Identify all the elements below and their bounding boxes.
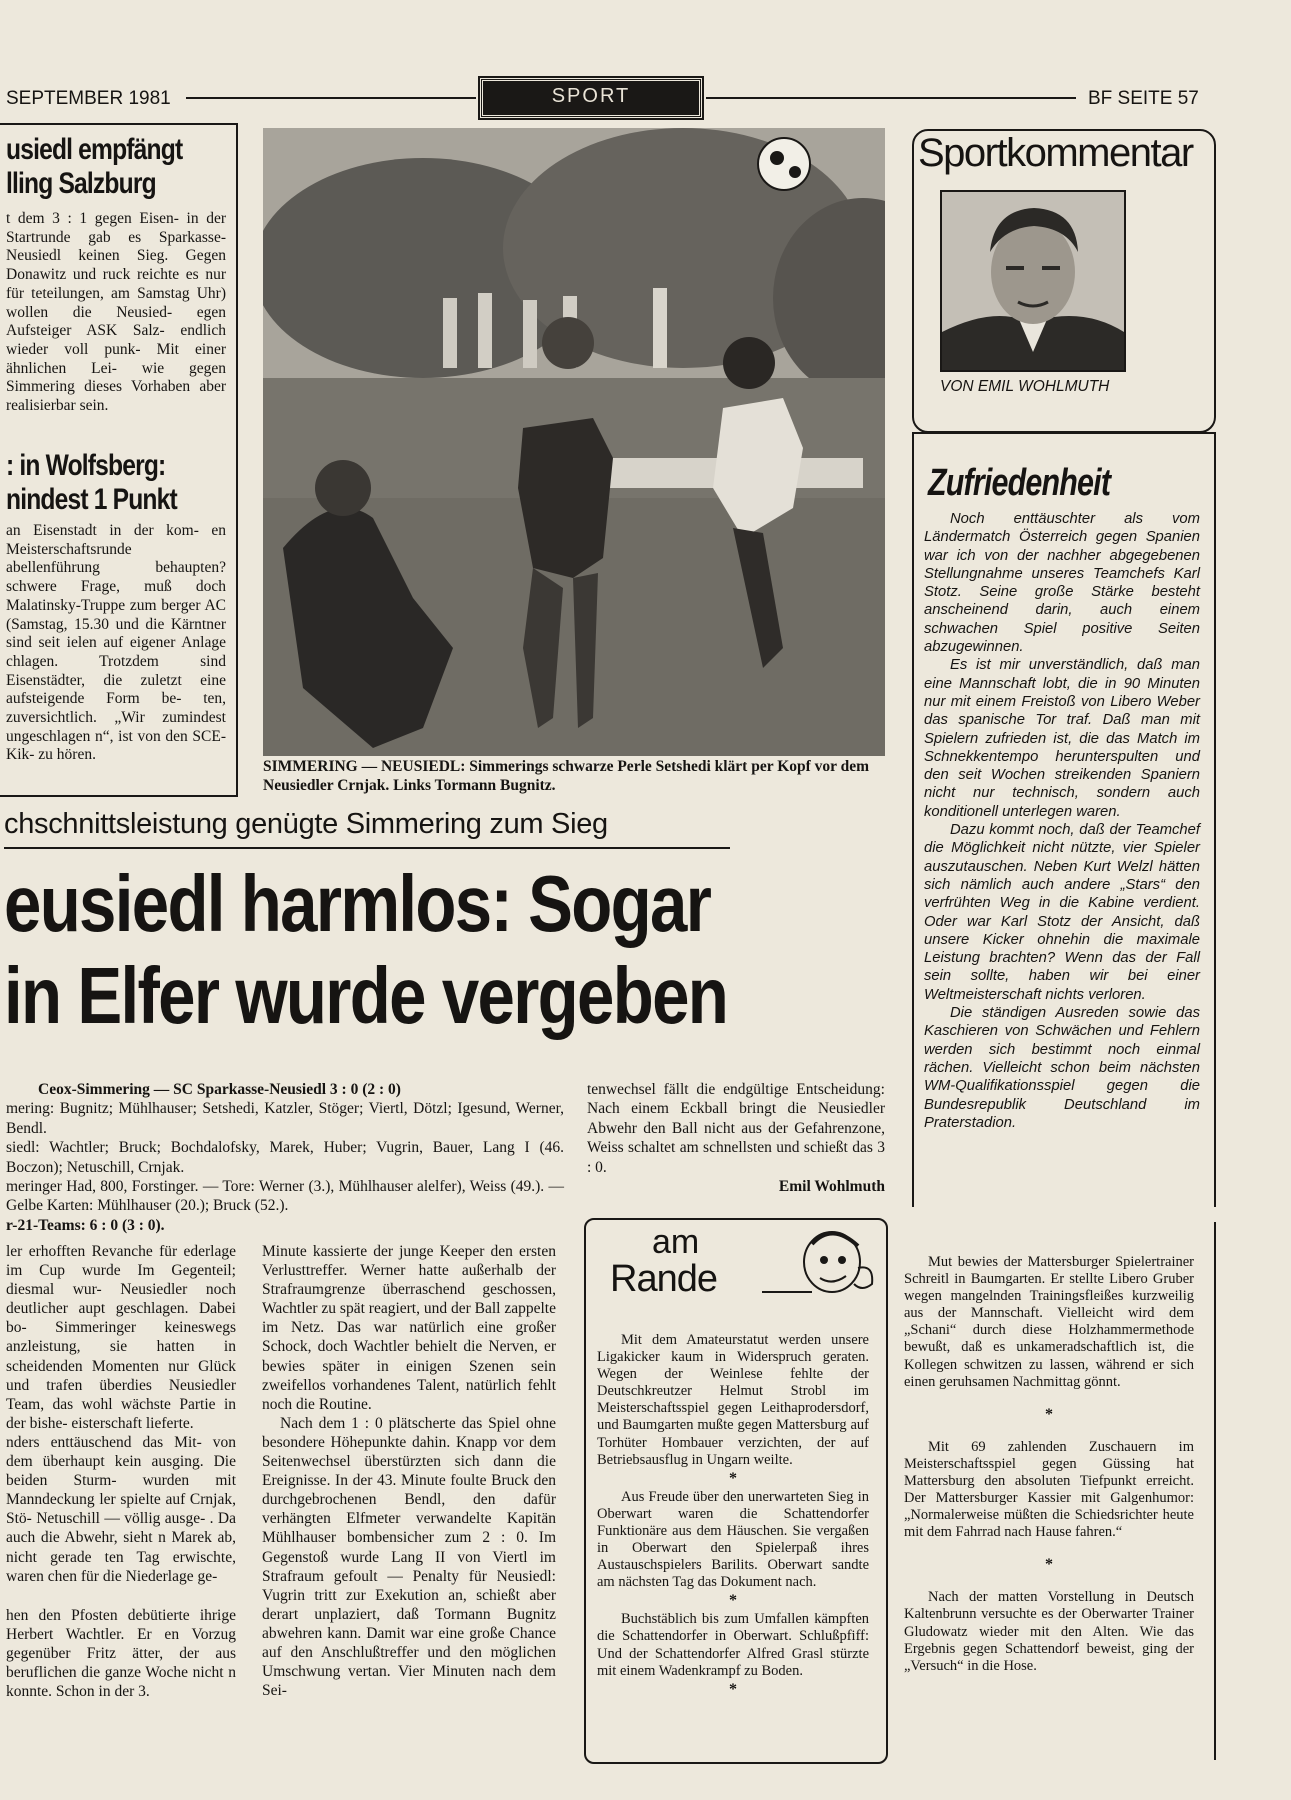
rande-right-item-3: Nach der matten Vorstellung in Deutsch Kaltenbrunn versuchte es der Oberwarter Trainer Gludowatz wieder mit den Alten. Wie das Ergebnis gegen Schattendorf beweist, ging der „Versuch“ in die Hose. bbox=[904, 1589, 1194, 1674]
am-rande-right bbox=[904, 1254, 1194, 1675]
am-rande-logo-top: am bbox=[652, 1223, 700, 1261]
article-top-right-text: tenwechsel fällt die endgültige Entscheidung: Nach einem Eckball bringt die Neusiedler Abwehr den Ball nicht aus der Gefahrenzone, Weiss schaltet am schnellsten und schießt das 3 : 0. bbox=[587, 1081, 885, 1176]
article-col-2 bbox=[262, 1242, 556, 1700]
photo-caption bbox=[263, 758, 885, 795]
rande-right-item-1: Mut bewies der Mattersburger Spielertrainer Schreitl in Baumgarten. Er stellte Libero Gruber wegen mangelnden Trainingsfleißes kurzweilig aus der Mannschaft. Vielleicht wird dem „Schani“ durch diese Holzhammermethode bewußt, daß es unkameradschaftlich ist, die Kollegen schwitzen zu lassen, während er sich einen geruhsamen Nachmittag gönnt. bbox=[904, 1254, 1194, 1390]
left-head-2a: : in Wolfsberg: bbox=[6, 449, 166, 482]
article-byline: Emil Wohlmuth bbox=[778, 1178, 885, 1196]
article-col-1 bbox=[6, 1242, 236, 1701]
am-rande-logo bbox=[610, 1225, 717, 1299]
article-factbox bbox=[6, 1080, 564, 1235]
kommentar-paragraph-3: Dazu kommt noch, daß der Teamchef die Möglichkeit nicht nützte, vier Spieler auszutauschen. Neben Kurt Welzl hätten sich nämlich auch andere „Stars“ den verfrühten Weg in die Kabine verdient. Oder war Karl Stotz der Ansicht, daß unsere Kicker ohnehin die maximale Leistung brachten? Wenn das der Fall sein sollte, haben wir bei einer Weltmeisterschaft nichts verloren. bbox=[924, 822, 1200, 1003]
rande-right-star-1: * bbox=[1045, 1405, 1053, 1423]
lineup-neusiedl: siedl: Wachtler; Bruck; Bochdalofsky, Marek, Huber; Vugrin, Bauer, Lang I (46. Boczon); Netuschill, Crnjak. bbox=[6, 1139, 564, 1176]
match-score: Ceox-Simmering — SC Sparkasse-Neusiedl 3 : 0 (2 : 0) bbox=[38, 1081, 401, 1098]
left-head-1b: lling Salzburg bbox=[6, 167, 156, 200]
article-col-1-p2: nders enttäuschend das Mit- von dem überhaupt kein ausging. Die beiden Sturm- wurden mit Manndeckung ler spielte auf Crnjak, Stö- Netuschill — völlig ausge- . Da auch die Abwehr, sieht n Marek ab, nicht gerade ten Tag erwischte, waren chen für die Niederlage ge- bbox=[6, 1433, 236, 1585]
header-date: SEPTEMBER 1981 bbox=[6, 88, 171, 109]
kommentar-paragraph-4: Die ständigen Ausreden sowie das Kaschieren von Schwächen und Fehlern werden sich bestimmt noch einmal rächen. Vielleicht schon beim nächsten WM-Qualifikationsspiel gegen die Bundesrepublik Deutschland im Praterstadion. bbox=[924, 1005, 1200, 1131]
headline-line-1: eusiedl harmlos: Sogar bbox=[4, 859, 711, 948]
match-photo bbox=[263, 128, 885, 756]
rande-left-item-2: Aus Freude über den unerwarteten Sieg in Oberwart waren die Schattendorfer Funktionäre aus dem Häuschen. Sie vergaßen in Oberwart den Spielerpaß ihres Austauschspielers Barilits. Oberwart sandte am nächsten Tag das Dokument nach. bbox=[597, 1488, 869, 1591]
article-col-1-p1: ler erhofften Revanche für ederlage im Cup wurde Im Gegenteil; diesmal wur- Neusiedler noch deutlicher aupt geschlagen. Dabei bo- Simmeringer keineswegs anzleistung, sie hatten in scheidenden Momenten nur Glück und trafen überdies Neusiedler Team, das wohl wächste Partie in der bishe- eisterschaft lieferte. bbox=[6, 1243, 236, 1432]
header-page: BF SEITE 57 bbox=[1088, 88, 1199, 109]
rande-left-star-2: * bbox=[729, 1592, 737, 1610]
article-headline bbox=[4, 858, 878, 1042]
kicker-rule bbox=[4, 847, 730, 849]
rande-left-item-1: Mit dem Amateurstatut werden unsere Ligakicker kaum in Widerspruch geraten. Wegen der Weinlese fehlte der Deutschkreutzer Helmut Strobl im Meisterschaftsspiel gegen Leithaprodersdorf, und Baumgarten mußte gegen Mattersburg auf Torhüter Hombauer verzichten, der auf Betriebsausflug in Ungarn weilte. bbox=[597, 1332, 869, 1468]
rande-left-star-3: * bbox=[729, 1680, 737, 1698]
headline-line-2: in Elfer wurde vergeben bbox=[4, 951, 728, 1040]
kommentar-heading: Sportkommentar bbox=[918, 131, 1193, 175]
am-rande-logo-bottom: Rande bbox=[610, 1258, 717, 1300]
match-facts: meringer Had, 800, Forstinger. — Tore: Werner (3.), Mühlhauser alelfer), Weiss (49.). — Gelbe Karten: Mühlhauser (20.); Bruck (52.). bbox=[6, 1178, 564, 1215]
left-head-2 bbox=[6, 449, 236, 517]
left-head-2b: nindest 1 Punkt bbox=[6, 483, 177, 516]
am-rande-right-rule bbox=[1214, 1222, 1216, 1760]
cartoon-drawing bbox=[762, 1222, 882, 1302]
rande-right-star-2: * bbox=[1045, 1556, 1053, 1574]
article-top-right bbox=[587, 1080, 885, 1196]
kommentar-author: VON EMIL WOHLMUTH bbox=[940, 378, 1110, 395]
header-section: SPORT bbox=[551, 85, 631, 107]
kommentar-paragraph-2: Es ist mir unverständlich, daß man eine Mannschaft lobt, die in 90 Minuten nur mit einem Freistoß von Libero Weber das spanische Tor traf. Daß man mit Spielern zufrieden ist, die das Match im Schnekkentempo herunterspulten und den seit Wochen streikenden Spaniern nicht nur technisch, sondern auch konditionell unterlegen waren. bbox=[924, 657, 1200, 820]
lineup-simmering: mering: Bugnitz; Mühlhauser; Setshedi, Katzler, Stöger; Viertl, Dötzl; Igesund, Werner, Bendl. bbox=[6, 1100, 564, 1137]
author-portrait bbox=[940, 190, 1126, 372]
left-head-1 bbox=[6, 133, 236, 201]
left-body-1-text: t dem 3 : 1 gegen Eisen- in der Startrunde gab es Sparkasse-Neusiedl keinen Sieg. Gegen Donawitz und ruck reichte es nur für teteilungen, am Samstag Uhr) wollen die Neusied- egen Aufsteiger ASK Salz- endlich wieder voll punk- Mit einer ähnlichen Lei- wie gegen Simmering dieses Vorhaben aber realisierbar sein. bbox=[6, 210, 226, 415]
portrait-drawing bbox=[942, 192, 1124, 370]
header-rule-right bbox=[706, 97, 1076, 99]
article-col-1-p3: hen den Pfosten debütierte ihrige Herbert Wachtler. Er en Vorzug gegenüber Fritz ätter, der aus beruflichen die ganze Woche nicht n konnte. Schon in der 3. bbox=[6, 1606, 236, 1701]
header-rule-left bbox=[186, 97, 476, 99]
rande-right-item-2: Mit 69 zahlenden Zuschauern im Meisterschaftsspiel gegen Güssing hat Mattersburg den absoluten Tiefpunkt erreicht. Der Mattersburger Kassier mit Galgenhumor: „Normalerweise müßten die Schiedsrichter heute mit dem Fahrrad nach Hause fahren.“ bbox=[904, 1438, 1194, 1541]
u21-result: r-21-Teams: 6 : 0 (3 : 0). bbox=[6, 1216, 165, 1234]
left-body-2-text: an Eisenstadt in der kom- en Meisterschaftsrunde abellenführung behaupten? schwere Frage, muß doch Malatinsky-Truppe zum berger AC (Samstag, 15.30 und die Kärntner sind seit ielen auf eigener Anlage chlagen. Trotzdem sind Eisenstädter, die zuletzt eine aufsteigende Form be- ten, zuversichtlich. „Wir zumindest ungeschlagen n“, ist von den SCE-Kik- zu hören. bbox=[6, 522, 226, 764]
left-head-1a: usiedl empfängt bbox=[6, 133, 183, 166]
kommentar-paragraph-1: Noch enttäuschter als vom Ländermatch Österreich gegen Spanien war ich von der nachher abgegebenen Stellungnahme unseres Teamchefs Karl Stotz. Seine große Stärke besteht anscheinend darin, auch einem schwachen Spiel positive Seiten abzugewinnen. bbox=[924, 511, 1200, 656]
left-body-2 bbox=[6, 522, 226, 765]
rande-left-star-1: * bbox=[729, 1469, 737, 1487]
kommentar-title: Zufriedenheit bbox=[928, 462, 1111, 504]
rande-left-item-3: Buchstäblich bis zum Umfallen kämpften die Schattendorfer in Oberwart. Schlußpfiff: Und der Schattendorfer Alfred Grasl stürzte mit einem Wadenkrampf zu Boden. bbox=[597, 1611, 869, 1679]
photo-scene bbox=[263, 128, 885, 756]
kommentar-body-top bbox=[912, 432, 1216, 434]
am-rande-left bbox=[597, 1332, 869, 1700]
article-kicker: chschnittsleistung genügte Simmering zum Sieg bbox=[4, 808, 608, 840]
cartoon-icon bbox=[762, 1222, 882, 1307]
kommentar-text bbox=[924, 510, 1200, 1132]
left-body-1 bbox=[6, 210, 226, 416]
photo-caption-text: SIMMERING — NEUSIEDL: Simmerings schwarze Perle Setshedi klärt per Kopf vor dem Neusiedler Crnjak. Links Tormann Bugnitz. bbox=[263, 758, 870, 794]
article-col-2-p2: Nach dem 1 : 0 plätscherte das Spiel ohne besondere Höhepunkte dahin. Knapp vor dem Seitenwechsel überstürzten sich dann die Ereignisse. In der 43. Minute foulte Bruck den durchgebrochenen Bendl, den dafür verhängten Elfmeter verwandelte Kapitän Mühlhauser bombensicher zum 2 : 0. Im Gegenstoß wurde Lang II von Viertl im Strafraum gefoult — Penalty für Neusiedl: Vugrin tritt zur Exekution an, schießt aber derart unplaziert, daß Tormann Bugnitz abwehren kann. Damit war eine große Chance auf den Anschlußtreffer und den möglichen Umschwung vertan. Vier Minuten nach dem Sei- bbox=[262, 1414, 556, 1700]
article-col-2-p1: Minute kassierte der junge Keeper den ersten Verlusttreffer. Werner hatte außerhalb der Strafraumgrenze überraschend geschossen, Wachtler zu spät reagiert, und der Ball zappelte im Netz. Das war natürlich eine großer Schock, doch Wachtler behielt die Nerven, er bewies später in einigen Szenen sein zweifellos vorhandenes Talent, natürlich fehlt noch die Routine. bbox=[262, 1243, 556, 1413]
